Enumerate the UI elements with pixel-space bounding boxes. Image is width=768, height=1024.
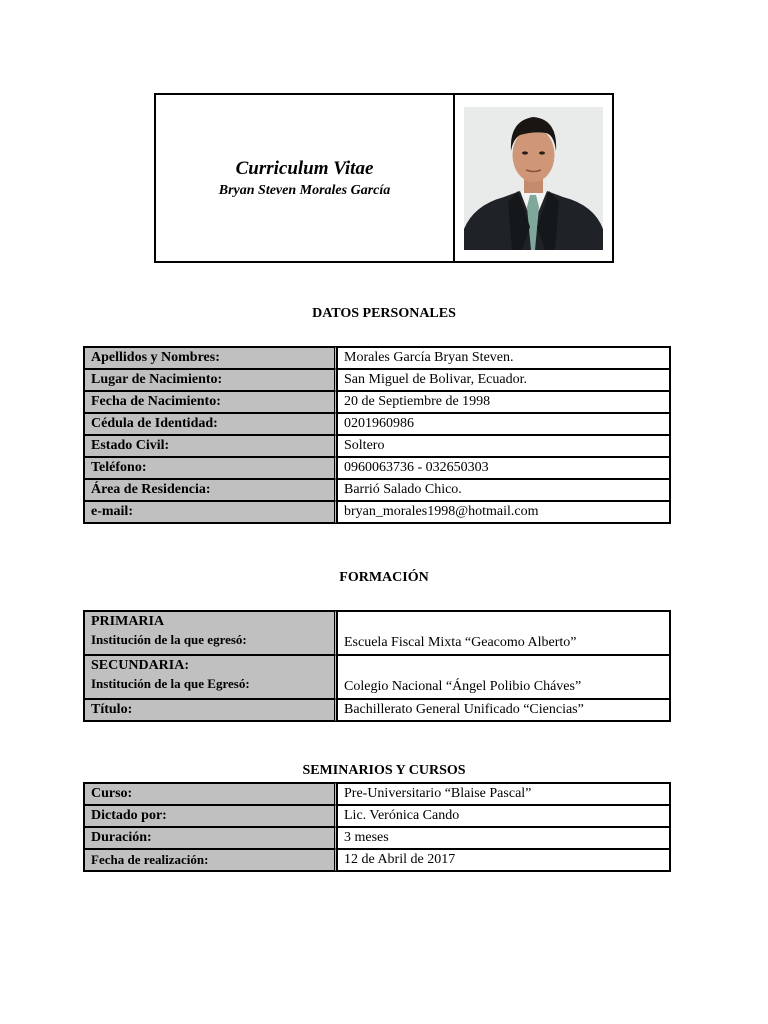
table-row bbox=[84, 457, 670, 479]
table-row bbox=[84, 827, 670, 849]
row-value: Lic. Verónica Cando bbox=[337, 805, 670, 827]
row-label: Cédula de Identidad: bbox=[84, 413, 337, 435]
education-table bbox=[83, 610, 671, 722]
secondary-institution-value: Colegio Nacional “Ángel Polibio Cháves” bbox=[337, 655, 670, 699]
primary-label-cell bbox=[84, 611, 337, 655]
table-row bbox=[84, 479, 670, 501]
table-row bbox=[84, 655, 670, 699]
table-row bbox=[84, 805, 670, 827]
table-row bbox=[84, 783, 670, 805]
person-name: Bryan Steven Morales García bbox=[218, 183, 391, 198]
primary-institution-label: Institución de la que egresó: bbox=[91, 632, 247, 647]
row-label: Dictado por: bbox=[84, 805, 337, 827]
primary-heading: PRIMARIA bbox=[91, 614, 165, 629]
profile-photo bbox=[464, 107, 603, 250]
row-value: San Miguel de Bolivar, Ecuador. bbox=[337, 369, 670, 391]
row-label: Lugar de Nacimiento: bbox=[84, 369, 337, 391]
degree-value: Bachillerato General Unificado “Ciencias” bbox=[337, 699, 670, 721]
seminars-table bbox=[83, 782, 671, 872]
table-row bbox=[84, 699, 670, 721]
secondary-heading: SECUNDARIA: bbox=[91, 658, 190, 673]
row-label: Fecha de Nacimiento: bbox=[84, 391, 337, 413]
seminars-title: SEMINARIOS Y CURSOS bbox=[302, 763, 466, 778]
row-value: Pre-Universitario “Blaise Pascal” bbox=[337, 783, 670, 805]
row-label: Área de Residencia: bbox=[84, 479, 337, 501]
row-value: 12 de Abril de 2017 bbox=[337, 849, 670, 871]
primary-institution-value: Escuela Fiscal Mixta “Geacomo Alberto” bbox=[337, 611, 670, 655]
education-title: FORMACIÓN bbox=[339, 570, 429, 585]
table-row bbox=[84, 369, 670, 391]
degree-label: Título: bbox=[84, 699, 337, 721]
secondary-label-cell bbox=[84, 655, 337, 699]
document-title: Curriculum Vitae bbox=[235, 158, 374, 179]
email-link[interactable]: bryan_morales1998@hotmail.com bbox=[337, 501, 670, 523]
row-value: 20 de Septiembre de 1998 bbox=[337, 391, 670, 413]
row-label: Estado Civil: bbox=[84, 435, 337, 457]
table-row bbox=[84, 501, 670, 523]
row-label: Apellidos y Nombres: bbox=[84, 347, 337, 369]
row-label: Fecha de realización: bbox=[84, 849, 337, 871]
row-label: Duración: bbox=[84, 827, 337, 849]
row-value: 0201960986 bbox=[337, 413, 670, 435]
row-value: Soltero bbox=[337, 435, 670, 457]
table-row bbox=[84, 347, 670, 369]
table-row bbox=[84, 435, 670, 457]
photo-cell bbox=[455, 95, 612, 261]
row-label: Teléfono: bbox=[84, 457, 337, 479]
secondary-institution-label: Institución de la que Egresó: bbox=[91, 676, 250, 691]
table-row bbox=[84, 611, 670, 655]
table-row bbox=[84, 413, 670, 435]
row-value: 0960063736 - 032650303 bbox=[337, 457, 670, 479]
personal-data-table bbox=[83, 346, 671, 524]
personal-data-title: DATOS PERSONALES bbox=[312, 306, 456, 321]
row-label: Curso: bbox=[84, 783, 337, 805]
header-box bbox=[154, 93, 614, 263]
row-value: Barrió Salado Chico. bbox=[337, 479, 670, 501]
row-label: e-mail: bbox=[84, 501, 337, 523]
header-text-cell bbox=[156, 95, 455, 261]
table-row bbox=[84, 849, 670, 871]
table-row bbox=[84, 391, 670, 413]
row-value: Morales García Bryan Steven. bbox=[337, 347, 670, 369]
row-value: 3 meses bbox=[337, 827, 670, 849]
